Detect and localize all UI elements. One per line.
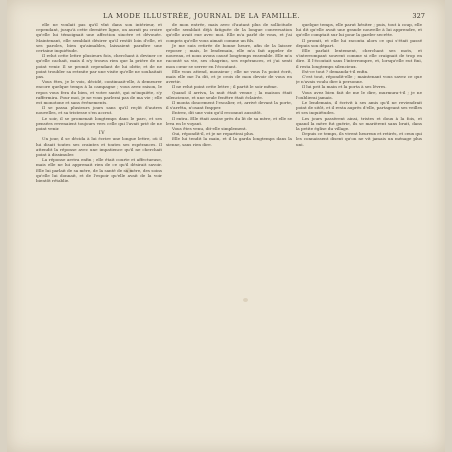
paragraph: C'est tout, répondit-elle ; maintenant vous savez ce que je n'avais voulu dire à personne. — [296, 74, 422, 85]
paragraph: Il ne relut point cette lettre ; il partit le soir même. — [172, 84, 278, 90]
paragraph: Quand il arriva, la nuit était venue ; la maison était silencieuse, et une seule fenêtre était éclairée. — [166, 89, 292, 100]
paragraph: Il monta doucement l'escalier, et, arrivé devant la porte, il s'arrêta, n'osant frapper. — [166, 100, 292, 111]
chapter-numeral: IV — [98, 131, 106, 137]
magazine-page — [7, 0, 445, 452]
paragraph: de mon entrée, mais avec d'autant plus de sollicitude qu'elle semblait déjà fatiguée de la longue conversation qu'elle avait eue avec moi. Elle m'a parlé de vous, et j'ai compris qu'elle vous aimait comme un fils. — [166, 22, 292, 43]
text-column-left — [36, 22, 162, 442]
paragraph: Elle lui tendit la main, et il la garda longtemps dans la sienne, sans rien dire. — [166, 136, 292, 147]
paragraph: Elle parlait lentement, cherchant ses mots, et s'interrompant souvent comme si elle craignait de trop en dire. Il l'écoutait sans l'interrompre, et, lorsqu'elle eut fini, il resta longtemps silencieux. — [296, 48, 422, 69]
paragraph: Il entra. Elle était assise près du lit de sa mère, et elle se leva en le voyant. — [166, 115, 292, 126]
paragraph: Il se passa plusieurs jours sans qu'il reçût d'autres nouvelles, et sa tristesse s'en accrut. — [36, 105, 162, 116]
paragraph: Vous avez bien fait de me le dire, murmura-t-il ; je ne l'oublierai jamais. — [296, 89, 422, 100]
text-column-middle — [166, 22, 292, 442]
journal-title: LA MODE ILLUSTRÉE, JOURNAL DE LA FAMILLE. — [103, 12, 301, 20]
paragraph: Depuis ce temps, ils vivent heureux et retirés, et ceux qui les connaissent disent qu'on ne vit jamais un ménage plus uni. — [296, 131, 422, 147]
paragraph: Il promit, et elle lui raconta alors ce qui s'était passé depuis son départ. — [296, 37, 422, 48]
paragraph: Elle vous attend, monsieur ; elle ne vous l'a point écrit, mais elle me l'a dit, et je crois de mon devoir de vous en avertir. — [166, 68, 292, 85]
paragraph: Entrez, dit une voix qu'il reconnut aussitôt. — [172, 110, 262, 116]
paragraph: Il lui prit la main et la porta à ses lèvres. — [302, 84, 387, 90]
text-column-right — [296, 22, 422, 442]
paragraph: La réponse arriva enfin ; elle était courte et affectueuse, mais elle ne lui apprenait rien de ce qu'il désirait savoir. Elle lui parlait de sa mère, de la santé de sa mère, des soins qu'elle lui donnait, et de l'espoir qu'elle avait de la voir bientôt rétablie. — [36, 157, 162, 184]
paragraph: Un jour, il se décida à lui écrire une longue lettre, où il lui disait toutes ses craintes et toutes ses espérances. Il attendit la réponse avec une impatience qu'il ne cherchait point à dissimuler. — [36, 136, 162, 158]
paragraph: quelque temps, elle parut hésiter ; puis, tout à coup, elle lui dit qu'elle avait une grande nouvelle à lui apprendre, et qu'elle comptait sur lui pour la garder secrète. — [296, 22, 422, 38]
paragraph: Vous êtes, je le vois, décidé, continuait-elle, à demeurer encore quelque temps à la campagne ; vous avez raison, le repos vous fera du bien, et votre santé, qui m'inquiète, s'y raffermira. Pour moi, je ne vous parlerai pas de ma vie ; elle est monotone et sans événements. — [36, 79, 162, 106]
paragraph: Le lendemain, il écrivit à ses amis qu'il ne reviendrait point de sitôt, et il resta auprès d'elle, partageant ses veilles et ses inquiétudes. — [296, 100, 422, 116]
paragraph: elle ne voulait pas qu'il vînt dans son intérieur, et cependant, jusqu'à cette dernière ligne, on aurait pu croire qu'elle lui témoignait une affection sincère et dévouée. Maintenant, elle semblait désirer qu'il restât loin d'elle, et ses paroles, bien qu'aimables, laissaient paraître une certaine inquiétude. — [36, 22, 162, 54]
paragraph: Je me suis retirée de bonne heure, afin de la laisser reposer ; mais, le lendemain, elle m'a fait appeler de nouveau, et nous avons causé longtemps ensemble. Elle m'a raconté sa vie, ses chagrins, ses espérances, et j'ai senti mon cœur se serrer en l'écoutant. — [166, 42, 292, 69]
paragraph: Les jours passèrent ainsi, tristes et doux à la fois, et quand la mère fut guérie, ils se marièrent sans bruit, dans la petite église du village. — [296, 115, 422, 132]
page-number: 327 — [412, 12, 425, 20]
paragraph: Est-ce tout ? demanda-t-il enfin. — [302, 68, 369, 74]
paragraph: Oui, répondit-il, et je ne repartirai plus. — [172, 131, 255, 137]
paragraph: Le soir, il se promenait longtemps dans le parc, et ses pensées revenaient toujours vers celle qui l'avait prié de ne point venir. — [36, 115, 162, 132]
paragraph: Vous êtes venu, dit-elle simplement. — [172, 126, 247, 132]
running-header — [7, 12, 445, 22]
paragraph: Il relut cette lettre plusieurs fois, cherchant à deviner ce qu'elle cachait, mais il n'y trouva rien que la prière de ne point venir. Il se promit cependant de lui obéir, et de ne point troubler sa retraite par une visite qu'elle ne souhaitait pas. — [36, 53, 162, 80]
